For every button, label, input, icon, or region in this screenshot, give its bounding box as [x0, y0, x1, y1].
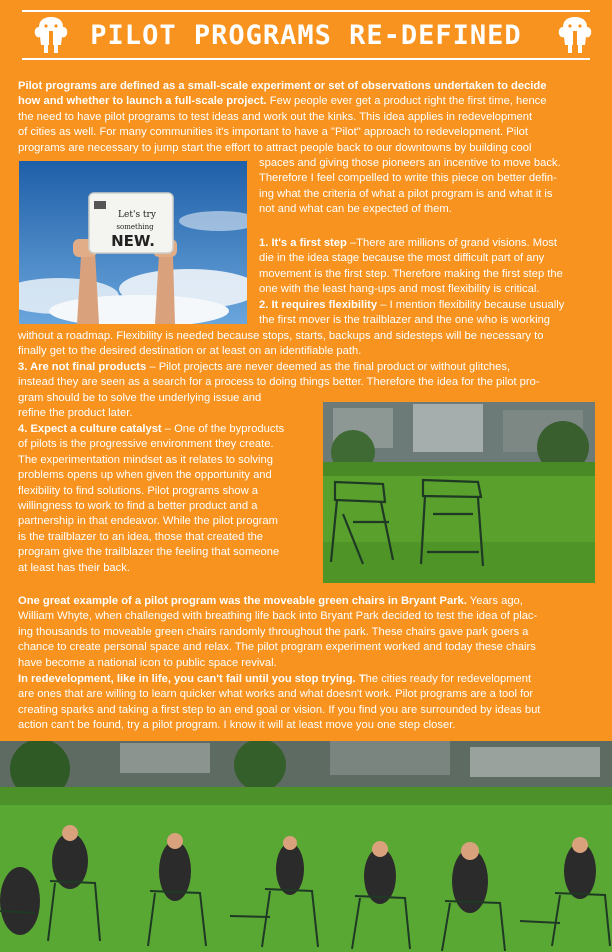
point-heading: 1. It's a first step [259, 237, 347, 249]
point-text: finally get to the desired destination or at least on an identifiable path. [18, 345, 362, 358]
page-title: PILOT PROGRAMS RE-DEFINED [90, 20, 522, 51]
intro-paragraph [18, 79, 598, 156]
example-text: William Whyte, when challenged with breathing life back into Bryant Park decided to test the idea of plac- [18, 610, 538, 623]
point-text: gram should be to solve the underlying issue and [18, 391, 262, 404]
park-chairs-photo [323, 402, 595, 583]
intro-text: Therefore I feel compelled to write this piece on better defin- [259, 172, 557, 185]
elephant-icon [34, 15, 68, 55]
point-4 [18, 422, 318, 576]
sign-text: Let's try [118, 210, 156, 220]
intro-text: not and what can be expected of them. [259, 203, 452, 216]
point-text: program give the trailblazer the feeling that someone [18, 546, 280, 559]
example-text: ing thousands to moveable green chairs randomly throughout the park. These chairs gave park goers a [18, 625, 529, 638]
point-text: instead they are seen as a search for a process to doing things better. Therefore the idea for the pilot pro- [18, 376, 540, 389]
example-text: have become a national icon to public space revival. [18, 656, 277, 669]
header-rule-top [22, 10, 590, 12]
point-heading: 4. Expect a culture catalyst [18, 423, 162, 435]
page-header [0, 0, 612, 66]
point-text: – Pilot projects are never deemed as the final product or without glitches, [146, 361, 511, 373]
elephant-icon [558, 15, 592, 55]
header-rule-bottom [22, 58, 590, 60]
sign-photo [19, 161, 247, 324]
point-text: problems opens up when given the opportunity and [18, 469, 272, 482]
point-2 [259, 298, 599, 329]
point-text: without a roadmap. Flexibility is needed because stops, starts, backups and sidesteps will be necessary to [18, 330, 544, 342]
point-text: die in the idea stage because the most difficult part of any [259, 252, 545, 265]
intro-text: Few people ever get a product right the first time, hence [266, 95, 547, 108]
point-text: the first mover is the trailblazer and the one who is working [259, 314, 551, 327]
point-text: The experimentation mindset as it relates to solving [18, 453, 273, 466]
intro-text: of cities as well. For many communities it's important to have a "Pilot" approach to redevelopment. Pilot [18, 126, 529, 139]
point-text: flexibility to find solutions. Pilot programs show a [18, 484, 259, 497]
point-text: one with the least hang-ups and most flexibility is critical. [259, 283, 540, 296]
intro-lead-text: how and whether to launch a full-scale project. [18, 95, 267, 108]
point-heading: 3. Are not final products [18, 361, 147, 373]
closing-text: action can't be found, try a pilot program. I know it will at least move you one step closer. [18, 719, 456, 732]
example-text: chance to create personal space and relax. The pilot program experiment worked and today these chairs [18, 641, 536, 654]
point-text: – I mention flexibility because usually [377, 299, 565, 311]
closing-lead-text: In redevelopment, like in life, you can't fail until you stop trying. T [18, 673, 366, 685]
intro-text: spaces and giving those pioneers an incentive to move back. [259, 157, 561, 169]
closing-paragraph [18, 672, 598, 734]
point-2-continued [18, 329, 598, 360]
bryant-park-photo [0, 741, 612, 952]
sign-text: something [116, 223, 154, 231]
point-text: refine the product later. [18, 407, 133, 420]
point-1 [259, 236, 599, 298]
point-text: willingness to work to find a better product and a [18, 500, 258, 513]
closing-text: are ones that are willing to learn quicker what works and what doesn't work. Pilot programs are a tool for [18, 688, 534, 701]
closing-text: creating sparks and taking a first step to an end goal or vision. If you find you are surrounded by ideas but [18, 703, 541, 716]
point-text: is the trailblazer to an idea, those that created the [18, 530, 264, 543]
point-text: movement is the first step. Therefore making the first step the [259, 267, 563, 280]
intro-text: programs are necessary to jump start the effort to attract people back to our downtowns by building cool [18, 141, 532, 154]
point-text: at least has their back. [18, 561, 130, 574]
point-text: –There are millions of grand visions. Most [346, 237, 558, 249]
intro-text: ing what the criteria of what a pilot program is and what it is [259, 187, 553, 200]
intro-lead-text: Pilot programs are defined as a small-scale experiment or set of observations undertaken to decide [18, 80, 547, 92]
point-heading: 2. It requires flexibility [259, 299, 378, 311]
sign-text: NEW. [111, 232, 155, 250]
point-text: of pilots is the progressive environment they create. [18, 438, 274, 451]
intro-text: the need to have pilot programs to test ideas and work out the kinks. This idea applies in redevelopment [18, 110, 533, 123]
closing-text: he cities ready for redevelopment [365, 673, 532, 685]
point-text: partnership in that endeavor. While the pilot program [18, 515, 278, 528]
intro-paragraph-continued [259, 156, 599, 218]
example-text: Years ago, [466, 595, 523, 607]
example-paragraph [18, 594, 598, 671]
example-lead-text: One great example of a pilot program was the moveable green chairs in Bryant Park. [18, 595, 467, 607]
point-text: – One of the byproducts [161, 423, 285, 435]
